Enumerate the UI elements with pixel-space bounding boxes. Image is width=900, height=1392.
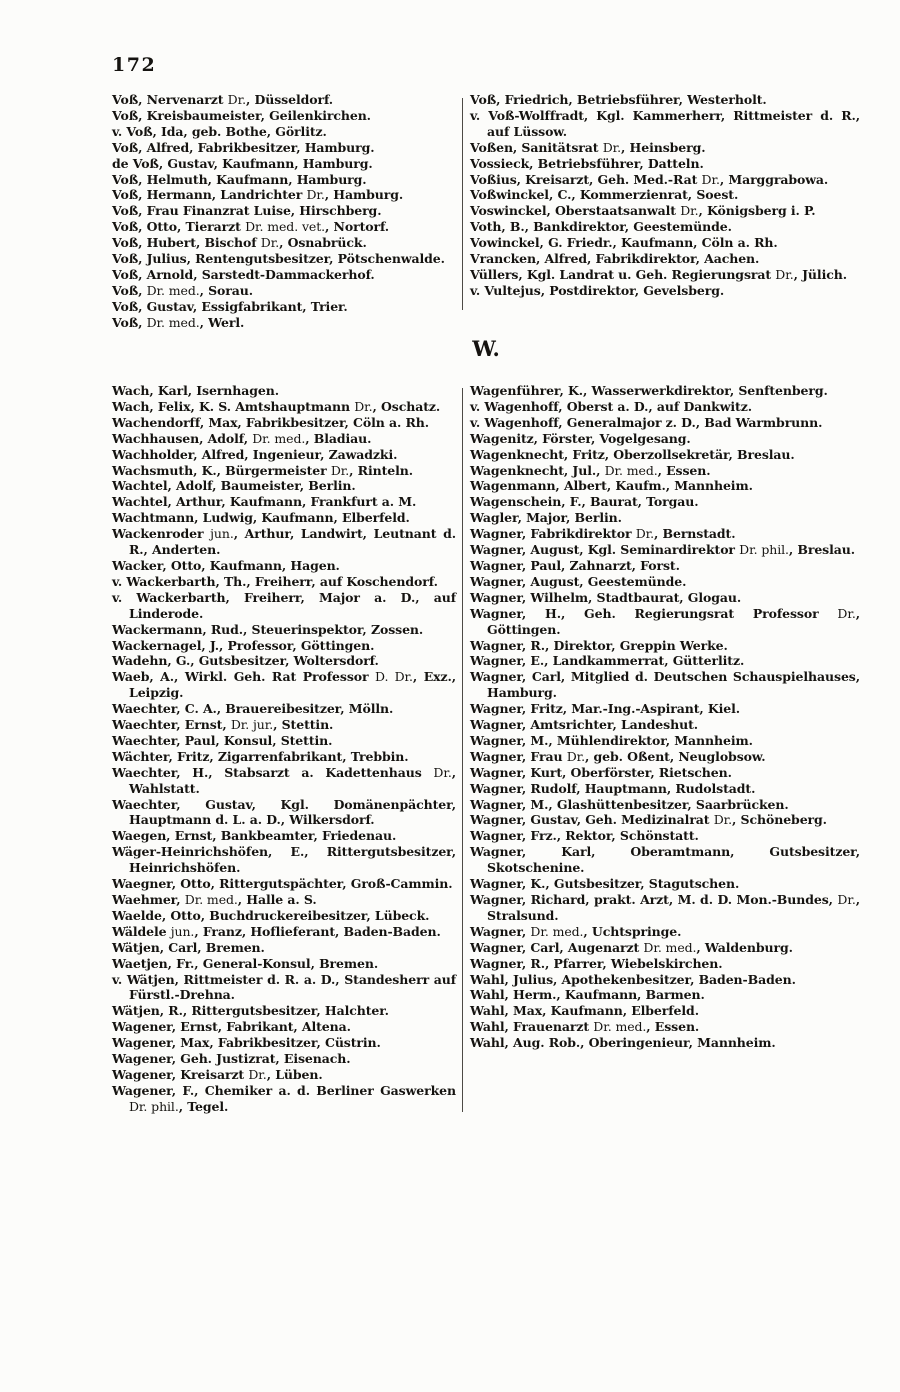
column-v-right bbox=[470, 92, 860, 299]
directory-entry: Voß, Dr. med., Werl. bbox=[112, 314, 245, 330]
directory-entry: Wagner, Fabrikdirektor Dr., Bernstadt. bbox=[470, 526, 736, 542]
directory-entry: Voß, Hubert, Bischof Dr., Osnabrück. bbox=[112, 235, 367, 251]
directory-entry: Wagenknecht, Fritz, Oberzollsekretär, Breslau. bbox=[470, 446, 795, 462]
directory-entry: Voß, Nervenarzt Dr., Düsseldorf. bbox=[112, 92, 334, 107]
column-v-left bbox=[112, 92, 456, 331]
directory-entry: v. Voß-Wolffradt, Kgl. Kammerherr, Rittmeister d. R., auf Lüssow. bbox=[470, 107, 860, 139]
directory-entry: Wagner, Wilhelm, Stadtbaurat, Glogau. bbox=[470, 589, 742, 605]
directory-entry: Voth, B., Bankdirektor, Geestemünde. bbox=[470, 219, 732, 235]
directory-entry: Wahl, Herm., Kaufmann, Barmen. bbox=[470, 987, 705, 1003]
directory-entry: Wagner, Richard, prakt. Arzt, M. d. D. Mon.-Bundes, Dr., Stralsund. bbox=[470, 892, 860, 923]
directory-entry: Wagener, F., Chemiker a. d. Berliner Gaswerken Dr. phil., Tegel. bbox=[112, 1082, 456, 1114]
directory-entry: Wagner, R., Pfarrer, Wiebelskirchen. bbox=[470, 955, 723, 971]
directory-entry: Wackenroder jun., Arthur, Landwirt, Leutnant d. R., Anderten. bbox=[112, 526, 456, 558]
directory-entry: Waechter, C. A., Brauereibesitzer, Mölln. bbox=[112, 701, 394, 717]
directory-entry: Wagner, August, Kgl. Seminardirektor Dr. phil., Breslau. bbox=[470, 542, 856, 558]
directory-entry: Wahl, Aug. Rob., Oberingenieur, Mannheim. bbox=[470, 1035, 776, 1051]
directory-entry: Waechter, Paul, Konsul, Stettin. bbox=[112, 732, 333, 748]
directory-entry: Vossieck, Betriebsführer, Datteln. bbox=[470, 155, 704, 171]
directory-entry: Wachsmuth, K., Bürgermeister Dr., Rinteln. bbox=[112, 462, 414, 478]
directory-entry: Wagner, Carl, Augenarzt Dr. med., Waldenburg. bbox=[470, 939, 793, 955]
directory-entry: Voswinckel, Oberstaatsanwalt Dr., Königsberg i. P. bbox=[470, 203, 816, 219]
directory-entry: Voß, Dr. med., Sorau. bbox=[112, 282, 253, 298]
directory-entry: Wacker, Otto, Kaufmann, Hagen. bbox=[112, 557, 340, 573]
directory-entry: Wagner, Kurt, Oberförster, Rietschen. bbox=[470, 764, 732, 780]
directory-entry: v. Wackerbarth, Th., Freiherr, auf Koschendorf. bbox=[112, 573, 438, 589]
directory-entry: Voß, Alfred, Fabrikbesitzer, Hamburg. bbox=[112, 139, 375, 155]
directory-entry: Wadehn, G., Gutsbesitzer, Woltersdorf. bbox=[112, 653, 379, 669]
column-divider-bottom bbox=[462, 388, 463, 1112]
directory-entry: Wachtel, Arthur, Kaufmann, Frankfurt a. M. bbox=[112, 494, 417, 510]
directory-entry: Vowinckel, G. Friedr., Kaufmann, Cöln a. Rh. bbox=[470, 235, 778, 251]
directory-entry: Waetjen, Fr., General-Konsul, Bremen. bbox=[112, 955, 379, 971]
directory-entry: v. Wackerbarth, Freiherr, Major a. D., auf Linderode. bbox=[112, 589, 456, 621]
page-number: 172 bbox=[112, 54, 157, 76]
directory-entry: v. Wagenhoff, Generalmajor z. D., Bad Warmbrunn. bbox=[470, 414, 823, 430]
directory-entry: Wahl, Max, Kaufmann, Elberfeld. bbox=[470, 1003, 699, 1019]
directory-entry: Voß, Kreisbaumeister, Geilenkirchen. bbox=[112, 107, 371, 123]
directory-entry: Wagener, Geh. Justizrat, Eisenach. bbox=[112, 1051, 351, 1067]
directory-entry: Wäger-Heinrichshöfen, E., Rittergutsbesitzer, Heinrichshöfen. bbox=[112, 844, 456, 876]
directory-entry: Waegen, Ernst, Bankbeamter, Friedenau. bbox=[112, 828, 397, 844]
directory-entry: Wagner, Gustav, Geh. Medizinalrat Dr., Schöneberg. bbox=[470, 812, 827, 828]
directory-entry: Wahl, Frauenarzt Dr. med., Essen. bbox=[470, 1019, 700, 1035]
directory-entry: v. Wagenhoff, Oberst a. D., auf Dankwitz. bbox=[470, 398, 752, 414]
column-w-left bbox=[112, 383, 456, 1115]
directory-entry: Waegner, Otto, Rittergutspächter, Groß-Cammin. bbox=[112, 876, 453, 892]
directory-entry: Waeb, A., Wirkl. Geh. Rat Professor D. Dr., Exz., Leipzig. bbox=[112, 669, 456, 701]
directory-entry: Wagner, Carl, Mitglied d. Deutschen Schauspielhauses, Hamburg. bbox=[470, 669, 860, 701]
directory-entry: Wachholder, Alfred, Ingenieur, Zawadzki. bbox=[112, 446, 398, 462]
directory-entry: Wackermann, Rud., Steuerinspektor, Zossen. bbox=[112, 621, 424, 637]
directory-entry: Wachendorff, Max, Fabrikbesitzer, Cöln a. Rh. bbox=[112, 414, 430, 430]
directory-entry: Wachhausen, Adolf, Dr. med., Bladiau. bbox=[112, 430, 372, 446]
directory-entry: Wachtel, Adolf, Baumeister, Berlin. bbox=[112, 478, 356, 494]
directory-entry: v. Wätjen, Rittmeister d. R. a. D., Standesherr auf Fürstl.-Drehna. bbox=[112, 971, 456, 1003]
directory-entry: Wagenführer, K., Wasserwerkdirektor, Senftenberg. bbox=[470, 383, 828, 398]
directory-entry: Wach, Felix, K. S. Amtshauptmann Dr., Oschatz. bbox=[112, 398, 441, 414]
directory-entry: Voß, Arnold, Sarstedt-Dammackerhof. bbox=[112, 266, 375, 282]
directory-entry: Wagner, Karl, Oberamtmann, Gutsbesitzer, Skotschenine. bbox=[470, 844, 860, 876]
directory-entry: Wagner, K., Gutsbesitzer, Stagutschen. bbox=[470, 876, 740, 892]
directory-entry: Waelde, Otto, Buchdruckereibesitzer, Lübeck. bbox=[112, 907, 430, 923]
directory-entry: Wagenschein, F., Baurat, Torgau. bbox=[470, 494, 699, 510]
directory-entry: Wagner, R., Direktor, Greppin Werke. bbox=[470, 637, 728, 653]
directory-entry: Voß, Frau Finanzrat Luise, Hirschberg. bbox=[112, 203, 382, 219]
directory-entry: Voß, Julius, Rentengutsbesitzer, Pötschenwalde. bbox=[112, 251, 445, 267]
column-w-right bbox=[470, 383, 860, 1051]
directory-entry: Wagenmann, Albert, Kaufm., Mannheim. bbox=[470, 478, 753, 494]
directory-entry: Wagener, Ernst, Fabrikant, Altena. bbox=[112, 1019, 351, 1035]
directory-entry: Wagner, M., Glashüttenbesitzer, Saarbrücken. bbox=[470, 796, 789, 812]
directory-entry: Waechter, H., Stabsarzt a. Kadettenhaus Dr., Wahlstatt. bbox=[112, 764, 456, 796]
directory-entry: Voß, Friedrich, Betriebsführer, Westerholt. bbox=[470, 92, 767, 107]
directory-entry: Wagenitz, Förster, Vogelgesang. bbox=[470, 430, 691, 446]
directory-entry: Voß, Gustav, Essigfabrikant, Trier. bbox=[112, 298, 348, 314]
directory-entry: Voß, Helmuth, Kaufmann, Hamburg. bbox=[112, 171, 367, 187]
directory-entry: Voßen, Sanitätsrat Dr., Heinsberg. bbox=[470, 139, 706, 155]
directory-entry: Wagner, Rudolf, Hauptmann, Rudolstadt. bbox=[470, 780, 756, 796]
directory-entry: Waehmer, Dr. med., Halle a. S. bbox=[112, 892, 317, 907]
directory-entry: Voß, Hermann, Landrichter Dr., Hamburg. bbox=[112, 187, 404, 203]
directory-entry: v. Voß, Ida, geb. Bothe, Görlitz. bbox=[112, 123, 327, 139]
directory-entry: Wagner, August, Geestemünde. bbox=[470, 573, 687, 589]
directory-entry: Wagner, Frz., Rektor, Schönstatt. bbox=[470, 828, 699, 844]
directory-entry: Wahl, Julius, Apothekenbesitzer, Baden-Baden. bbox=[470, 971, 796, 987]
directory-entry: Waechter, Gustav, Kgl. Domänenpächter, Hauptmann d. L. a. D., Wilkersdorf. bbox=[112, 796, 456, 828]
directory-entry: Wächter, Fritz, Zigarrenfabrikant, Trebbin. bbox=[112, 748, 409, 764]
directory-entry: Wagner, Amtsrichter, Landeshut. bbox=[470, 717, 698, 733]
directory-entry: Wackernagel, J., Professor, Göttingen. bbox=[112, 637, 375, 653]
directory-entry: Wagner, Frau Dr., geb. Oßent, Neuglobsow. bbox=[470, 748, 766, 764]
directory-entry: Wach, Karl, Isernhagen. bbox=[112, 383, 279, 398]
directory-entry: Wagner, Paul, Zahnarzt, Forst. bbox=[470, 557, 680, 573]
section-w-header: W. bbox=[472, 336, 500, 361]
column-divider-top bbox=[462, 98, 463, 310]
directory-entry: v. Vultejus, Postdirektor, Gevelsberg. bbox=[470, 282, 725, 298]
directory-entry: Vrancken, Alfred, Fabrikdirektor, Aachen. bbox=[470, 251, 760, 267]
directory-entry: de Voß, Gustav, Kaufmann, Hamburg. bbox=[112, 155, 373, 171]
directory-entry: Wagner, Fritz, Mar.-Ing.-Aspirant, Kiel. bbox=[470, 701, 741, 717]
directory-entry: Wachtmann, Ludwig, Kaufmann, Elberfeld. bbox=[112, 510, 410, 526]
directory-entry: Wäldele jun., Franz, Hoflieferant, Baden-Baden. bbox=[112, 923, 441, 939]
directory-entry: Wätjen, Carl, Bremen. bbox=[112, 939, 265, 955]
directory-entry: Waechter, Ernst, Dr. jur., Stettin. bbox=[112, 717, 334, 733]
directory-entry: Wagner, Dr. med., Uchtspringe. bbox=[470, 923, 682, 939]
directory-entry: Wagler, Major, Berlin. bbox=[470, 510, 622, 526]
directory-entry: Wagner, M., Mühlendirektor, Mannheim. bbox=[470, 732, 753, 748]
directory-entry: Voßius, Kreisarzt, Geh. Med.-Rat Dr., Marggrabowa. bbox=[470, 171, 829, 187]
directory-entry: Wagner, E., Landkammerrat, Gütterlitz. bbox=[470, 653, 745, 669]
directory-entry: Wätjen, R., Rittergutsbesitzer, Halchter. bbox=[112, 1003, 389, 1019]
directory-entry: Voßwinckel, C., Kommerzienrat, Soest. bbox=[470, 187, 739, 203]
directory-entry: Wagener, Kreisarzt Dr., Lüben. bbox=[112, 1066, 323, 1082]
directory-entry: Voß, Otto, Tierarzt Dr. med. vet., Nortorf. bbox=[112, 219, 390, 235]
directory-entry: Wagenknecht, Jul., Dr. med., Essen. bbox=[470, 462, 711, 478]
directory-entry: Vüllers, Kgl. Landrat u. Geh. Regierungsrat Dr., Jülich. bbox=[470, 266, 847, 282]
directory-entry: Wagener, Max, Fabrikbesitzer, Cüstrin. bbox=[112, 1035, 381, 1051]
directory-entry: Wagner, H., Geh. Regierungsrat Professor Dr., Göttingen. bbox=[470, 605, 860, 637]
